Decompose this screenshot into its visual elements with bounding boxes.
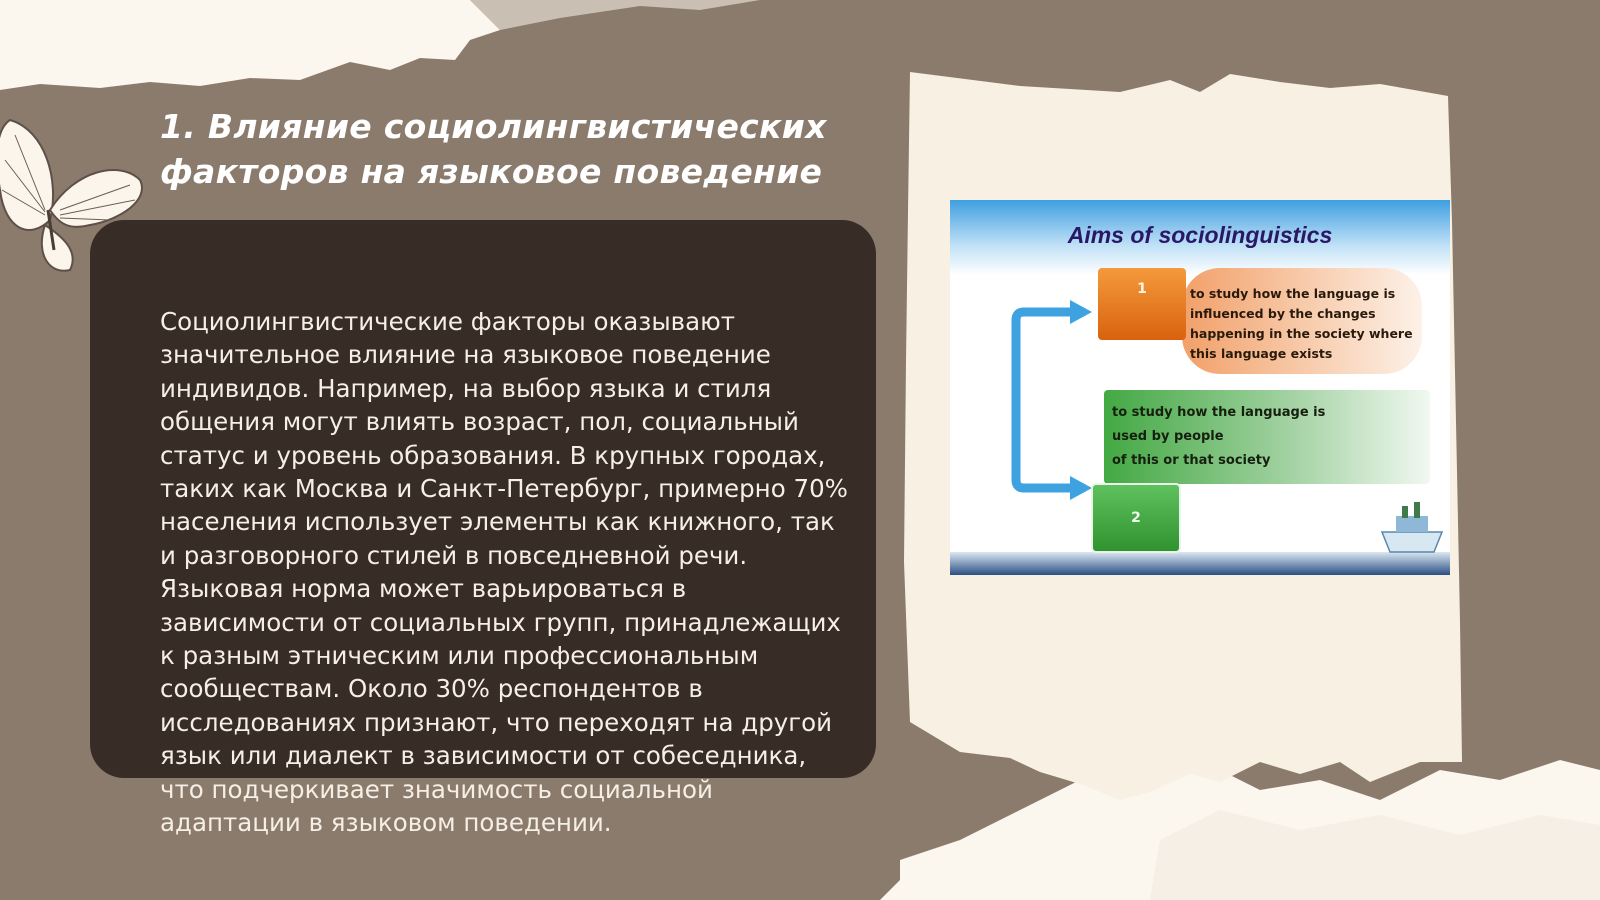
aim-2-line-1: to study how the language is <box>1112 405 1326 420</box>
figure-title: Aims of sociolinguistics <box>1067 222 1333 248</box>
aim-1-line-2: influenced by the changes <box>1190 306 1376 321</box>
aim-1-box <box>1098 268 1186 340</box>
aim-2-line-3: of this or that society <box>1112 453 1271 468</box>
body-text: Социолингвистические факторы оказывают значительное влияние на языковое поведение индивидов. Например, на выбор языка и стиля общения могут влиять возраст, пол, социальный статус и уровень образования. В крупных городах, таких как Москва и Санкт-Петербург, примерно 70% населения использует элементы как книжного, так и разговорного стилей в повседневной речи. Языковая норма может варьироваться в зависимости от социальных групп, принадлежащих к разным этническим или профессиональным сообществам. Около 30% респондентов в исследованиях признают, что переходят на другой язык или диалект в зависимости от собеседника, что подчеркивает значимость социальной адаптации в языковом поведении. <box>160 307 848 838</box>
slide-title: 1. Влияние социолингвистических факторов на языковое поведение <box>160 107 827 191</box>
aim-1-line-3: happening in the society where <box>1190 326 1413 341</box>
figure-background <box>950 200 1450 575</box>
aim-1-line-4: this language exists <box>1190 346 1333 361</box>
aim-2-line-2: used by people <box>1112 429 1224 444</box>
aim-1-number: 1 <box>1137 281 1147 297</box>
figure-sea-band <box>950 552 1450 575</box>
sociolinguistics-figure <box>950 200 1450 575</box>
aim-2-number: 2 <box>1131 510 1141 526</box>
aim-1-line-1: to study how the language is <box>1190 286 1396 301</box>
